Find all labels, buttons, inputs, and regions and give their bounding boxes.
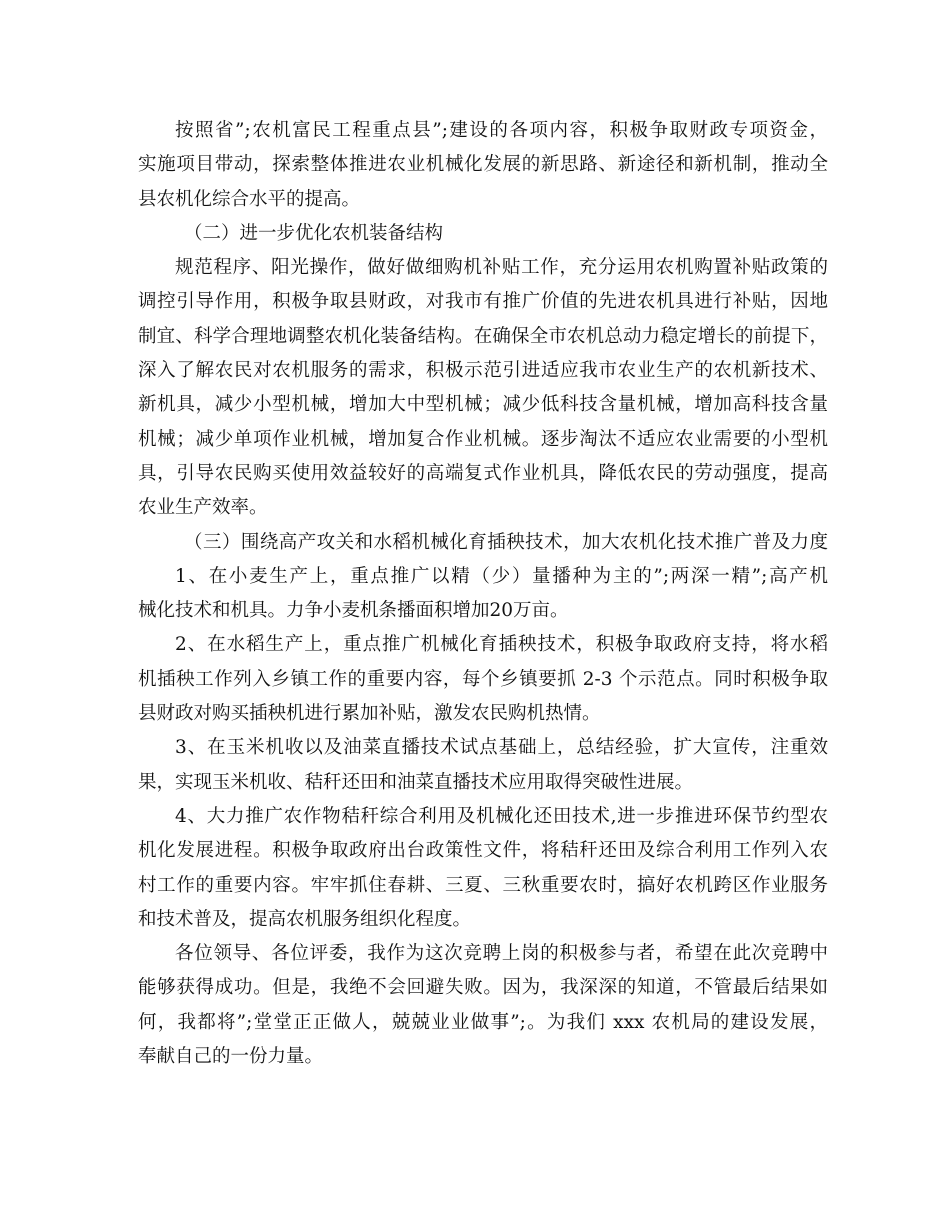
paragraph-closing — [138, 937, 828, 1074]
text-line: 实施项目带动，探索整体推进农业机械化发展的新思路、新途径和新机制，推动全 — [138, 154, 828, 176]
text-line: 具，引导农民购买使用效益较好的高端复式作业机具，降低农民的劳动强度，提高 — [138, 462, 828, 484]
text-line: 农业生产效率。 — [138, 497, 268, 519]
text-line: 机化发展进程。积极争取政府出台政策性文件，将秸秆还田及综合利用工作列入农 — [138, 840, 828, 862]
text-line: 机械；减少单项作业机械，增加复合作业机械。逐步淘汰不适应农业需要的小型机 — [138, 428, 828, 450]
section-heading: （三）围绕高产攻关和水稻机械化育插秧技术，加大农机化技术推广普及力度 — [184, 531, 828, 553]
text-line: 按照省”;农机富民工程重点县”;建设的各项内容，积极争取财政专项资金， — [175, 120, 828, 141]
paragraph-equipment-structure — [138, 251, 828, 525]
text-line: 和技术普及，提高农机服务组织化程度。 — [138, 908, 472, 930]
text-line: 奉献自己的一份力量。 — [138, 1046, 324, 1068]
text-line: 县财政对购买插秧机进行累加补贴，激发农民购机热情。 — [138, 703, 601, 725]
text-line: 制宜、科学合理地调整农机化装备结构。在确保全市农机总动力稳定增长的前提下， — [138, 325, 828, 347]
paragraph-straw-utilization — [138, 800, 828, 937]
paragraph-wheat — [138, 560, 828, 629]
text-line: 3、在玉米机收以及油菜直播技术试点基础上，总结经验，扩大宣传，注重效 — [175, 737, 828, 759]
section-heading: （二）进一步优化农机装备结构 — [184, 222, 444, 244]
text-line: 机插秧工作列入乡镇工作的重要内容，每个乡镇要抓 2-3 个示范点。同时积极争取 — [138, 668, 828, 690]
paragraph-rice — [138, 628, 828, 731]
text-line: 村工作的重要内容。牢牢抓住春耕、三夏、三秋重要农时，搞好农机跨区作业服务 — [138, 874, 828, 896]
text-line: 何，我都将”;堂堂正正做人，兢兢业业做事”;。为我们 xxx 农机局的建设发展， — [138, 1011, 828, 1033]
paragraph-corn-rapeseed — [138, 731, 828, 800]
paragraph-project-funding — [138, 114, 828, 217]
text-line: 1、在小麦生产上，重点推广以精（少）量播种为主的”;两深一精”;高产机 — [175, 565, 828, 587]
text-line: 规范程序、阳光操作，做好做细购机补贴工作，充分运用农机购置补贴政策的 — [175, 257, 828, 279]
section-heading-3 — [138, 526, 828, 560]
section-heading-2 — [138, 217, 828, 251]
text-line: 调控引导作用，积极争取县财政，对我市有推广价值的先进农机具进行补贴，因地 — [138, 291, 828, 313]
text-line: 果，实现玉米机收、秸秆还田和油菜直播技术应用取得突破性进展。 — [138, 771, 694, 793]
document-body — [138, 114, 828, 1074]
text-line: 县农机化综合水平的提高。 — [138, 188, 361, 210]
text-line: 4、大力推广农作物秸秆综合利用及机械化还田技术,进一步推进环保节约型农 — [175, 805, 828, 827]
text-line: 械化技术和机具。力争小麦机条播面积增加20万亩。 — [138, 600, 569, 622]
text-line: 能够获得成功。但是，我绝不会回避失败。因为，我深深的知道，不管最后结果如 — [138, 977, 828, 999]
text-line: 2、在水稻生产上，重点推广机械化育插秧技术，积极争取政府支持，将水稻 — [175, 634, 828, 656]
text-line: 各位领导、各位评委，我作为这次竞聘上岗的积极参与者，希望在此次竞聘中 — [175, 943, 828, 965]
text-line: 深入了解农民对农机服务的需求，积极示范引进适应我市农业生产的农机新技术、 — [138, 360, 828, 382]
text-line: 新机具，减少小型机械，增加大中型机械；减少低科技含量机械，增加高科技含量 — [138, 394, 828, 416]
